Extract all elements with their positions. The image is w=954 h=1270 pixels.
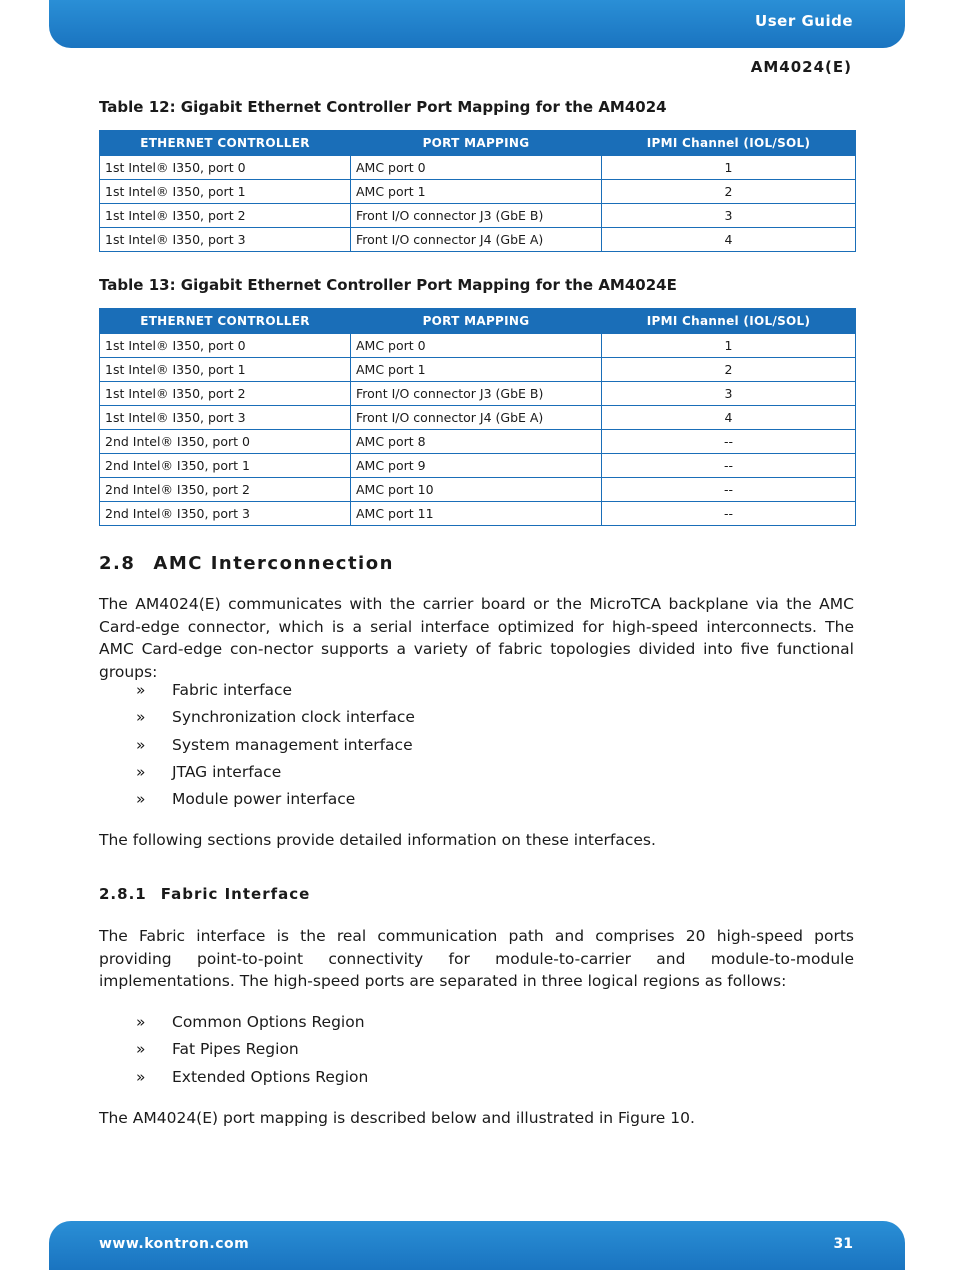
header-bar <box>49 0 905 48</box>
cell-ethernet-controller: 1st Intel® I350, port 3 <box>100 228 351 252</box>
cell-port-mapping: Front I/O connector J4 (GbE A) <box>351 228 602 252</box>
cell-ipmi-channel: -- <box>602 502 856 526</box>
document-id: AM4024(E) <box>750 58 852 76</box>
section-number: 2.8 <box>99 553 136 574</box>
col-header-ethernet-controller: ETHERNET CONTROLLER <box>100 131 351 156</box>
cell-ethernet-controller: 2nd Intel® I350, port 1 <box>100 454 351 478</box>
bullet-mark: » <box>136 708 146 727</box>
bullet-mark: » <box>136 1040 146 1059</box>
cell-ethernet-controller: 2nd Intel® I350, port 0 <box>100 430 351 454</box>
cell-port-mapping: AMC port 0 <box>351 156 602 180</box>
cell-ethernet-controller: 1st Intel® I350, port 3 <box>100 406 351 430</box>
cell-ipmi-channel: -- <box>602 454 856 478</box>
table-row <box>100 406 856 430</box>
cell-port-mapping: AMC port 10 <box>351 478 602 502</box>
footer-bar <box>49 1221 905 1270</box>
cell-ethernet-controller: 1st Intel® I350, port 0 <box>100 156 351 180</box>
cell-ethernet-controller: 1st Intel® I350, port 0 <box>100 334 351 358</box>
cell-ethernet-controller: 2nd Intel® I350, port 3 <box>100 502 351 526</box>
bullet-mark: » <box>136 1067 146 1086</box>
cell-port-mapping: AMC port 9 <box>351 454 602 478</box>
table-row <box>100 334 856 358</box>
cell-ipmi-channel: 1 <box>602 156 856 180</box>
cell-port-mapping: AMC port 1 <box>351 358 602 382</box>
table-row <box>100 180 856 204</box>
col-header-port-mapping: PORT MAPPING <box>351 309 602 334</box>
footer-url[interactable]: www.kontron.com <box>99 1236 250 1252</box>
table-row <box>100 430 856 454</box>
bullet-mark: » <box>136 790 146 809</box>
list-item: » Fabric interface <box>136 681 293 699</box>
table-header-row <box>100 131 856 156</box>
cell-port-mapping: AMC port 0 <box>351 334 602 358</box>
table-row <box>100 382 856 406</box>
table-12 <box>99 130 856 252</box>
cell-ipmi-channel: 3 <box>602 382 856 406</box>
list-item: » Common Options Region <box>136 1013 365 1031</box>
cell-ipmi-channel: 4 <box>602 228 856 252</box>
table-13-caption: Table 13: Gigabit Ethernet Controller Port Mapping for the AM4024E <box>99 276 677 294</box>
header-title: User Guide <box>755 12 853 30</box>
subsection-heading <box>99 885 310 903</box>
table-row <box>100 204 856 228</box>
cell-ethernet-controller: 2nd Intel® I350, port 2 <box>100 478 351 502</box>
logical-regions-list <box>136 1011 368 1093</box>
cell-port-mapping: Front I/O connector J3 (GbE B) <box>351 382 602 406</box>
cell-ethernet-controller: 1st Intel® I350, port 2 <box>100 204 351 228</box>
cell-ethernet-controller: 1st Intel® I350, port 1 <box>100 180 351 204</box>
bullet-mark: » <box>136 762 146 781</box>
cell-port-mapping: AMC port 11 <box>351 502 602 526</box>
subsection-intro-paragraph: The Fabric interface is the real communication path and comprises 20 high-speed ports providing point-to-point connectivity for module-to-carrier and module-to-module implementations. The high-speed ports are separated in three logical regions as follows: <box>99 927 854 990</box>
list-item: » Module power interface <box>136 790 356 809</box>
cell-port-mapping: Front I/O connector J4 (GbE A) <box>351 406 602 430</box>
cell-ipmi-channel: 1 <box>602 334 856 358</box>
table-row <box>100 478 856 502</box>
cell-ethernet-controller: 1st Intel® I350, port 1 <box>100 358 351 382</box>
cell-ipmi-channel: 4 <box>602 406 856 430</box>
cell-ipmi-channel: -- <box>602 430 856 454</box>
table-row <box>100 454 856 478</box>
col-header-ipmi-channel: IPMI Channel (IOL/SOL) <box>602 131 856 156</box>
list-item: » JTAG interface <box>136 762 282 781</box>
functional-groups-list <box>136 679 415 815</box>
section-heading <box>99 553 394 574</box>
cell-ipmi-channel: 2 <box>602 358 856 382</box>
page-number: 31 <box>833 1236 853 1252</box>
subsection-number: 2.8.1 <box>99 885 147 903</box>
cell-port-mapping: AMC port 8 <box>351 430 602 454</box>
section-intro-paragraph: The AM4024(E) communicates with the carrier board or the MicroTCA backplane via the AMC Card-edge connector, which is a serial interface optimized for high-speed interconnects. The AMC Card-edge con-nector supports a variety of fabric topologies divided into five functional groups: <box>99 595 854 681</box>
col-header-ipmi-channel: IPMI Channel (IOL/SOL) <box>602 309 856 334</box>
subsection-outro-paragraph: The AM4024(E) port mapping is described below and illustrated in Figure 10. <box>99 1109 695 1127</box>
table-12-caption: Table 12: Gigabit Ethernet Controller Port Mapping for the AM4024 <box>99 98 667 116</box>
cell-port-mapping: Front I/O connector J3 (GbE B) <box>351 204 602 228</box>
bullet-mark: » <box>136 681 146 699</box>
bullet-mark: » <box>136 735 146 754</box>
cell-ipmi-channel: 2 <box>602 180 856 204</box>
list-item: » Extended Options Region <box>136 1067 369 1086</box>
section-title: AMC Interconnection <box>153 553 394 574</box>
table-13 <box>99 308 856 526</box>
bullet-mark: » <box>136 1013 146 1031</box>
table-row <box>100 502 856 526</box>
list-item: » System management interface <box>136 735 413 754</box>
table-row <box>100 228 856 252</box>
col-header-ethernet-controller: ETHERNET CONTROLLER <box>100 309 351 334</box>
cell-ipmi-channel: -- <box>602 478 856 502</box>
cell-ipmi-channel: 3 <box>602 204 856 228</box>
table-row <box>100 156 856 180</box>
list-item: » Fat Pipes Region <box>136 1040 299 1059</box>
col-header-port-mapping: PORT MAPPING <box>351 131 602 156</box>
cell-port-mapping: AMC port 1 <box>351 180 602 204</box>
section-outro-paragraph: The following sections provide detailed information on these interfaces. <box>99 831 656 849</box>
table-row <box>100 358 856 382</box>
cell-ethernet-controller: 1st Intel® I350, port 2 <box>100 382 351 406</box>
list-item: » Synchronization clock interface <box>136 708 415 727</box>
subsection-title: Fabric Interface <box>160 885 311 903</box>
table-header-row <box>100 309 856 334</box>
